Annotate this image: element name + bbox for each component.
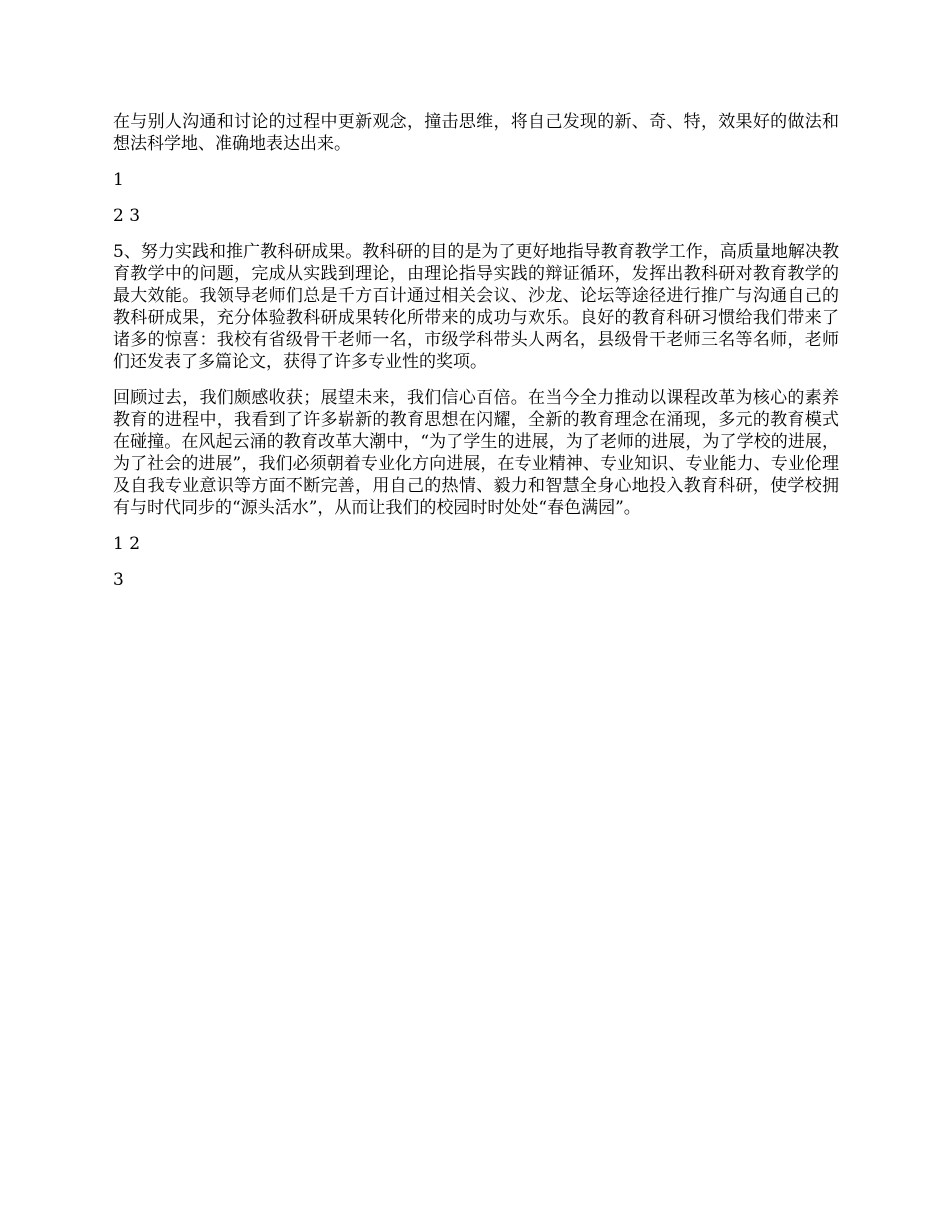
paragraph-practice-promotion: 5、努力实践和推广教科研成果。教科研的目的是为了更好地指导教育教学工作，高质量地解决教育教学中的问题，完成从实践到理论，由理论指导实践的辩证循环，发挥出教科研对教育教学的最大效能。我领导老师们总是千方百计通过相关会议、沙龙、论坛等途径进行推广与沟通自己的教科研成果，充分体验教科研成果转化所带来的成功与欢乐。良好的教育科研习惯给我们带来了诸多的惊喜：我校有省级骨干老师一名，市级学科带头人两名，县级骨干老师三名等名师，老师们还发表了多篇论文，获得了许多专业性的奖项。	[113, 242, 839, 372]
page-number-2-3: 2 3	[113, 206, 141, 226]
paragraph-communication: 在与别人沟通和讨论的过程中更新观念，撞击思维，将自己发现的新、奇、特，效果好的做法和想法科学地、准确地表达出来。	[113, 112, 839, 154]
paragraph-review-outlook: 回顾过去，我们颇感收获；展望未来，我们信心百倍。在当今全力推动以课程改革为核心的素养教育的进程中，我看到了许多崭新的教育思想在闪耀，全新的教育理念在涌现，多元的教育模式在碰撞。在风起云涌的教育改革大潮中，“为了学生的进展，为了老师的进展，为了学校的进展，为了社会的进展”，我们必须朝着专业化方向进展，在专业精神、专业知识、专业能力、专业伦理及自我专业意识等方面不断完善，用自己的热情、毅力和智慧全身心地投入教育科研，使学校拥有与时代同步的“源头活水”，从而让我们的校园时时处处“春色满园”。	[113, 388, 839, 518]
document-page	[113, 111, 839, 591]
page-number-1-2: 1 2	[113, 534, 141, 554]
page-number-1: 1	[113, 170, 124, 190]
page-number-3: 3	[113, 570, 124, 590]
